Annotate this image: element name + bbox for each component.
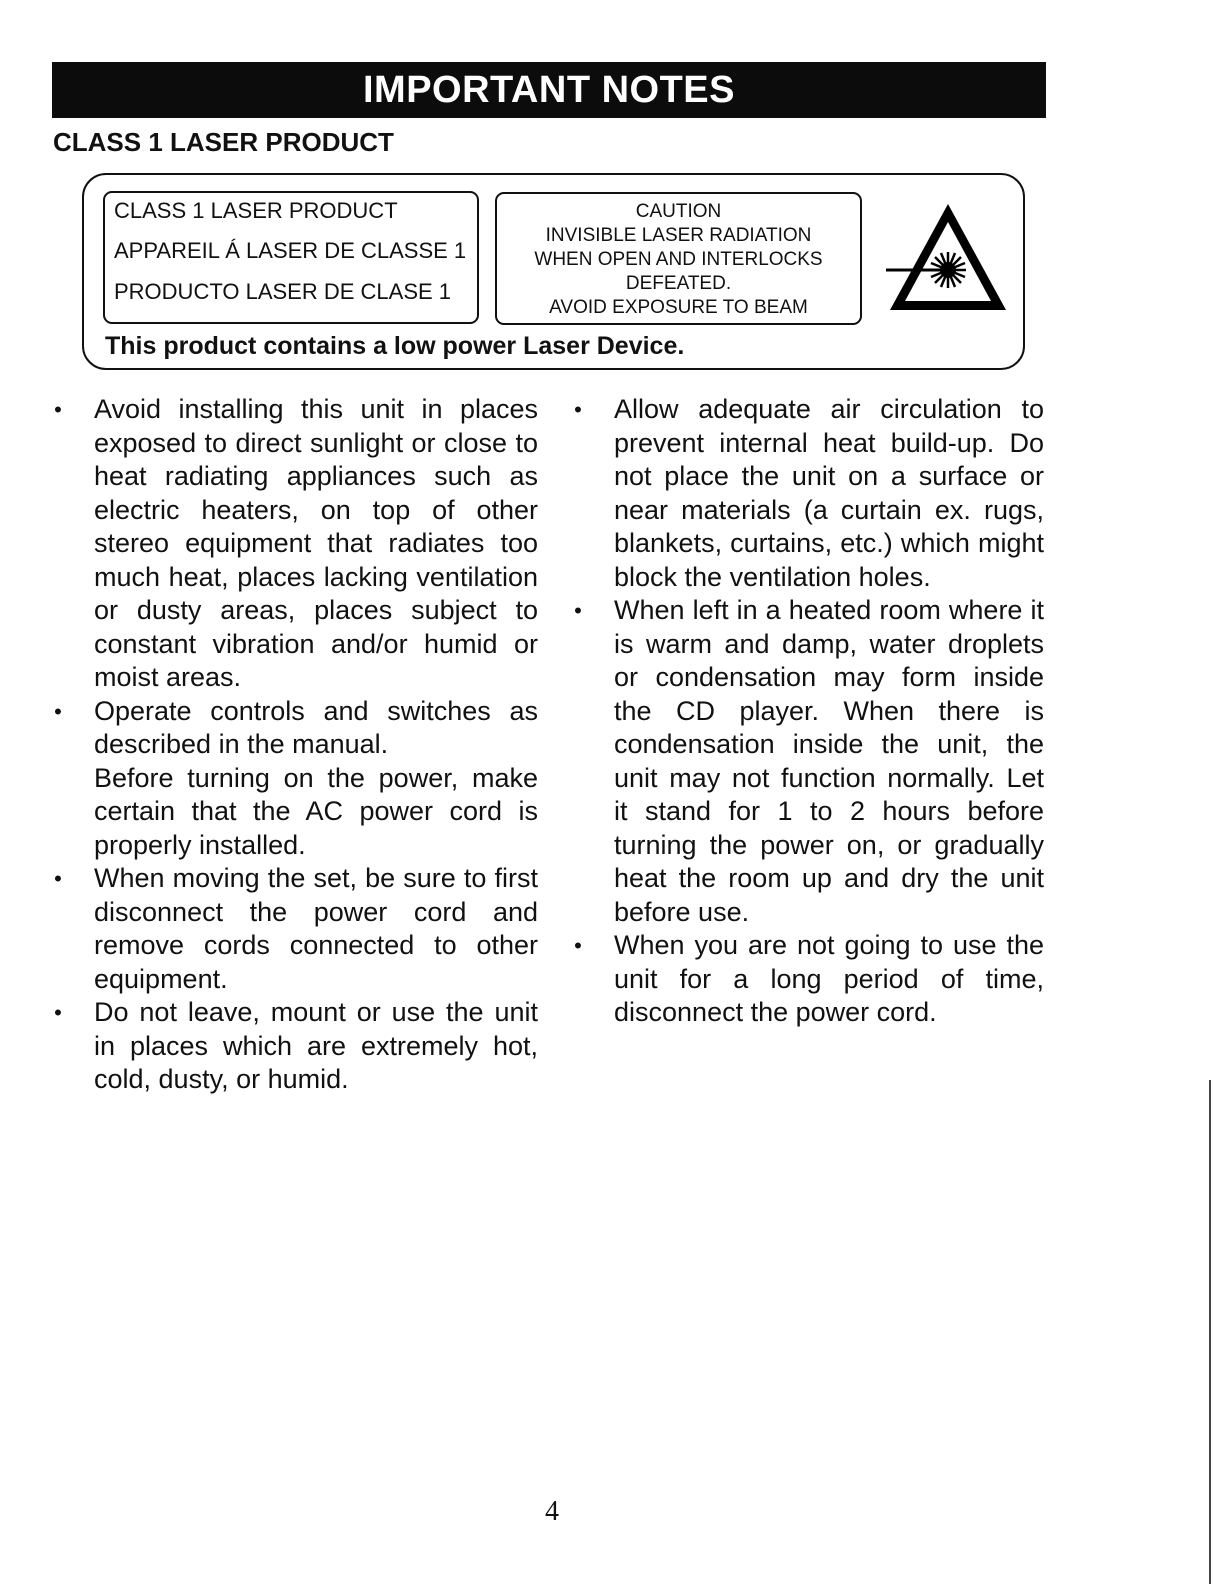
note-text-extra: Before turning on the power, make certain that the AC power cord is properly installed. bbox=[94, 762, 538, 860]
caution-line: AVOID EXPOSURE TO BEAM bbox=[549, 297, 808, 318]
bullet: • bbox=[54, 397, 62, 422]
list-item bbox=[568, 594, 1044, 929]
page-title: IMPORTANT NOTES bbox=[362, 69, 735, 111]
right-notes-list bbox=[568, 393, 1044, 1030]
class-label-box bbox=[103, 191, 479, 324]
list-item bbox=[48, 862, 538, 996]
list-item bbox=[568, 929, 1044, 1030]
page-number: 4 bbox=[545, 1496, 559, 1527]
note-text: When moving the set, be sure to first disconnect the power cord and remove cords connected to other equipment. bbox=[94, 863, 538, 994]
note-text: When you are not going to use the unit for a long period of time, disconnect the power cord. bbox=[614, 930, 1044, 1027]
note-text: Do not leave, mount or use the unit in places which are extremely hot, cold, dusty, or humid. bbox=[94, 997, 538, 1094]
caution-line: INVISIBLE LASER RADIATION bbox=[545, 225, 812, 246]
left-notes-list bbox=[48, 393, 538, 1097]
low-power-note: This product contains a low power Laser Device. bbox=[105, 332, 685, 360]
caution-label-box bbox=[495, 192, 862, 325]
bullet: • bbox=[54, 1000, 62, 1025]
note-text: Avoid installing this unit in places exposed to direct sunlight or close to heat radiating appliances such as electric heaters, on top of other stereo equipment that radiates too much heat, places lacking ventilation or dusty areas, places subject to constant vibration and/or humid or moist areas. bbox=[94, 394, 538, 692]
page-edge-line bbox=[1209, 1080, 1211, 1584]
caution-line: DEFEATED. bbox=[625, 273, 732, 294]
bullet: • bbox=[574, 598, 582, 623]
class-label-line: PRODUCTO LASER DE CLASE 1 bbox=[114, 279, 452, 304]
bullet: • bbox=[574, 397, 582, 422]
list-item bbox=[568, 393, 1044, 594]
section-title: CLASS 1 LASER PRODUCT bbox=[53, 127, 394, 157]
list-item bbox=[48, 393, 538, 695]
list-item bbox=[48, 695, 538, 863]
bullet: • bbox=[54, 866, 62, 891]
note-text: When left in a heated room where it is warm and damp, water droplets or condensation may form inside the CD player. When there is condensation inside the unit, the unit may not function normally. Let it stand for 1 to 2 hours before turning the power on, or gradually heat the room up and dry the unit before use. bbox=[614, 595, 1044, 927]
caution-line: WHEN OPEN AND INTERLOCKS bbox=[534, 249, 823, 270]
note-text: Allow adequate air circulation to prevent internal heat build-up. Do not place the unit on a surface or near materials (a curtain ex. rugs, blankets, curtains, etc.) which might block the ventilation holes. bbox=[614, 394, 1044, 592]
bullet: • bbox=[574, 933, 582, 958]
class-label-line: CLASS 1 LASER PRODUCT bbox=[114, 198, 398, 223]
laser-warning-icon bbox=[886, 200, 1010, 316]
caution-line: CAUTION bbox=[635, 201, 722, 222]
page-title-banner bbox=[52, 62, 1046, 118]
list-item bbox=[48, 996, 538, 1097]
class-label-line: APPAREIL Á LASER DE CLASSE 1 bbox=[114, 238, 467, 263]
bullet: • bbox=[54, 698, 62, 724]
note-text: Operate controls and switches as described in the manual. bbox=[94, 695, 538, 759]
